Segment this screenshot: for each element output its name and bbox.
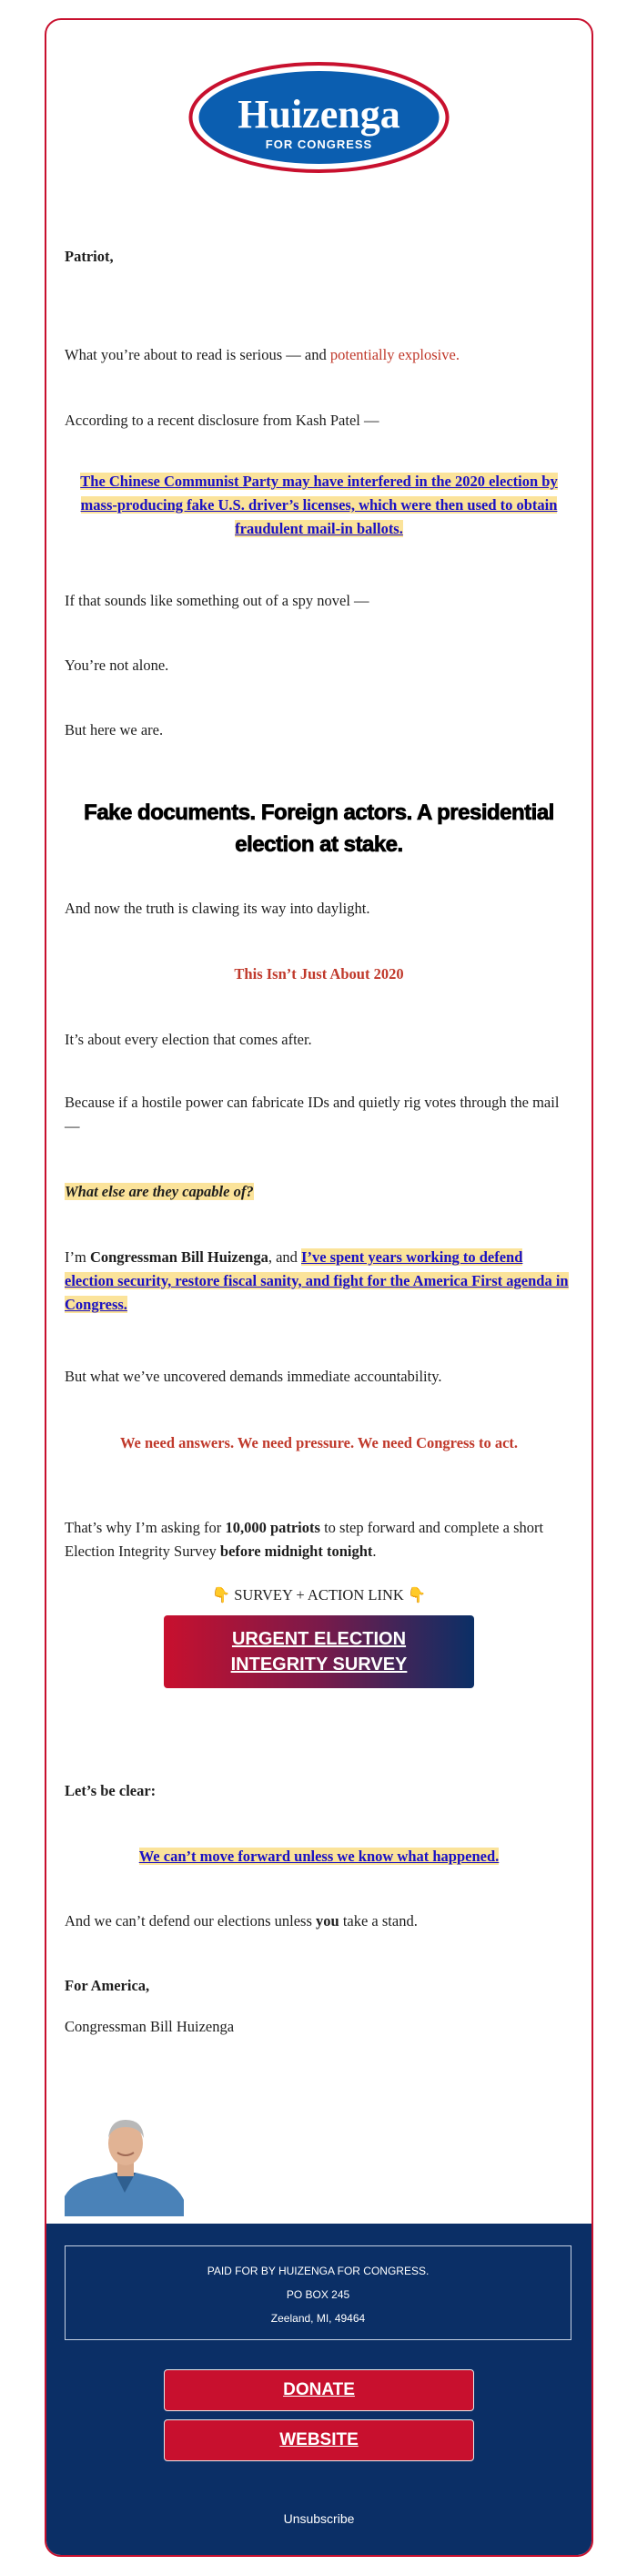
bottom-callout — [65, 1845, 573, 1868]
know-what-happened-link[interactable]: We can’t move forward unless we know what happened. — [138, 1848, 500, 1865]
question: What else are they capable of? — [65, 1183, 254, 1200]
paid-for-line: PAID FOR BY HUIZENGA FOR CONGRESS. — [207, 2265, 430, 2277]
hostile-power-paragraph: Because if a hostile power can fabricate IDs and quietly rig votes through the mail — — [65, 1094, 560, 1135]
callout — [65, 470, 573, 541]
accountability-paragraph: But what we’ve uncovered demands immediate accountability. — [65, 1368, 442, 1385]
record-link[interactable]: I’ve spent years working to defend election security, restore fiscal sanity, and fight for the America First agenda in Congress. — [65, 1248, 569, 1313]
every-election-paragraph: It’s about every election that comes after. — [65, 1031, 312, 1048]
daylight-paragraph: And now the truth is clawing its way into daylight. — [65, 900, 370, 917]
congressman-name: Congressman Bill Huizenga — [89, 1248, 268, 1266]
pointing-down-icon: 👇 — [407, 1586, 427, 1604]
donate-button[interactable]: DONATE — [164, 2369, 474, 2411]
survey-ask-paragraph: That’s why I’m asking for 10,000 patriots to step forward and complete a short Election Integrity Survey before midnight tonight. — [65, 1519, 544, 1560]
lets-be-clear: Let’s be clear: — [65, 1782, 157, 1799]
subhead-congress-act: We need answers. We need pressure. We need Congress to act. — [119, 1434, 519, 1451]
intro-paragraph: What you’re about to read is serious — and potentially explosive. — [65, 346, 460, 363]
take-a-stand-paragraph: And we can’t defend our elections unless you take a stand. — [65, 1912, 418, 1929]
pointing-down-icon: 👇 — [211, 1586, 231, 1604]
paid-for-box — [65, 2245, 571, 2340]
ccp-callout-link[interactable]: The Chinese Communist Party may have interfered in the 2020 election by mass-producing fake U.S. driver’s licenses, which were then used to obtain fraudulent mail-in ballots. — [80, 473, 558, 537]
unsubscribe-link[interactable]: Unsubscribe — [283, 2511, 355, 2526]
logo-name: Huizenga — [238, 92, 400, 137]
website-button[interactable]: WEBSITE — [164, 2419, 474, 2461]
po-box-line: PO BOX 245 — [286, 2288, 350, 2301]
huizenga-logo[interactable] — [188, 62, 450, 173]
email-card — [45, 18, 593, 2557]
congressman-photo — [65, 2113, 184, 2216]
subhead-2020: This Isn’t Just About 2020 — [234, 965, 404, 983]
footer — [46, 2224, 592, 2555]
signoff: For America, — [65, 1977, 150, 1994]
kash-patel-paragraph: According to a recent disclosure from Kash Patel — — [65, 412, 379, 429]
address-line: Zeeland, MI, 49464 — [270, 2312, 366, 2325]
stamp-headline: Fake documents. Foreign actors. A presidential election at stake. — [84, 800, 554, 857]
explosive-accent: potentially explosive. — [329, 346, 460, 363]
here-we-are-paragraph: But here we are. — [65, 721, 164, 738]
survey-label: 👇 SURVEY + ACTION LINK 👇 — [211, 1586, 427, 1604]
greeting: Patriot, — [65, 248, 114, 265]
signature: Congressman Bill Huizenga — [65, 2018, 235, 2035]
urgent-survey-button[interactable]: URGENT ELECTION INTEGRITY SURVEY — [164, 1615, 474, 1688]
logo-subtitle: FOR CONGRESS — [265, 137, 373, 151]
spy-novel-paragraph: If that sounds like something out of a spy novel — — [65, 592, 369, 609]
congressman-paragraph: I’m Congressman Bill Huizenga, and I’ve spent years working to defend election security, restore fiscal sanity, and fight for the America First agenda in Congress. — [65, 1248, 569, 1313]
not-alone-paragraph: You’re not alone. — [65, 657, 169, 674]
